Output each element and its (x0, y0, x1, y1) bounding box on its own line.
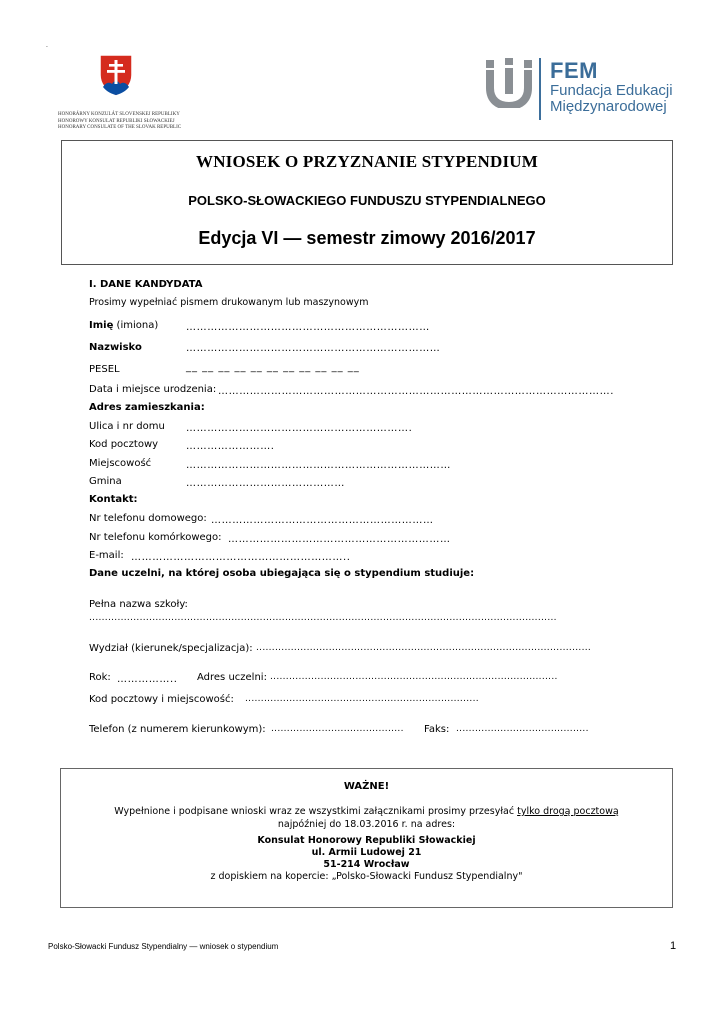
section-heading: I. DANE KANDYDATA (89, 279, 203, 290)
uni-postal-label: Kod pocztowy i miejscowość: (89, 694, 234, 705)
contact-heading: Kontakt: (89, 494, 138, 505)
imie-label (89, 320, 158, 331)
fem-title: FEM (550, 58, 598, 83)
street-label: Ulica i nr domu (89, 421, 165, 432)
city-label: Miejscowość (89, 458, 152, 469)
pesel-field[interactable]: __ __ __ __ __ __ __ __ __ __ __ (186, 362, 360, 373)
form-edition: Edycja VI — semestr zimowy 2016/2017 (198, 228, 536, 248)
consulate-caption (58, 112, 188, 132)
slovak-coat-of-arms-icon (98, 53, 134, 97)
fem-logo-icon (484, 56, 534, 108)
phone-field[interactable]: .......................................... (271, 724, 404, 734)
instruction-text: Prosimy wypełniać pismem drukowanym lub maszynowym (89, 297, 369, 308)
footer-text: Polsko-Słowacki Fundusz Stypendialny — wniosek o stypendium (48, 942, 279, 951)
fem-divider (539, 58, 541, 120)
school-heading: Dane uczelni, na której osoba ubiegająca się o stypendium studiuje: (89, 568, 475, 579)
postal-field[interactable]: ……………………. (186, 441, 275, 452)
consulate-line-sk: HONORÁRNY KONZULÁT SLOVENSKEJ REPUBLIKY (58, 112, 180, 117)
imie-field[interactable]: …………………………………………………………… (186, 322, 430, 333)
form-title: WNIOSEK O PRZYZNANIE STYPENDIUM (196, 152, 538, 171)
note-address-line1: Konsulat Honorowy Republiki Słowackiej (257, 835, 476, 846)
phone-mobile-label: Nr telefonu komórkowego: (89, 532, 222, 543)
fax-field[interactable]: .......................................... (456, 724, 589, 734)
consulate-line-pl: HONOROWY KONSULAT REPUBLIKI SŁOWACKIEJ (58, 118, 175, 124)
uni-postal-field[interactable]: .......................................................................... (245, 694, 479, 704)
nazwisko-field[interactable]: ……………………………………………………………… (186, 343, 441, 354)
uni-address-label: Adres uczelni: (197, 672, 267, 683)
fem-subtitle-line1: Fundacja Edukacji (550, 82, 673, 99)
imie-hint: (imiona) (116, 320, 159, 331)
note-address-line4: z dopiskiem na kopercie: „Polsko-Słowacki Fundusz Stypendialny" (210, 871, 523, 882)
faculty-field[interactable]: .......................................................................................................... (256, 643, 592, 653)
faculty-label: Wydział (kierunek/specjalizacja): (89, 643, 253, 654)
title-box (61, 140, 673, 265)
phone-label: Telefon (z numerem kierunkowym): (89, 724, 266, 735)
fem-subtitle-line2: Międzynarodowej (550, 98, 667, 115)
phone-mobile-field[interactable]: ……………………………………………………… (228, 534, 451, 545)
nazwisko-label: Nazwisko (89, 342, 142, 353)
form-subtitle: POLSKO-SŁOWACKIEGO FUNDUSZU STYPENDIALNEGO (188, 193, 546, 208)
year-label: Rok: (89, 672, 111, 683)
stray-mark: . (46, 42, 48, 49)
uni-address-field[interactable]: ........................................................................................... (270, 672, 558, 682)
birth-label: Data i miejsce urodzenia: (89, 384, 217, 395)
note-address-line3: 51-214 Wrocław (323, 859, 410, 870)
pesel-label: PESEL (89, 364, 120, 375)
school-name-label: Pełna nazwa szkoły: (89, 599, 188, 610)
page-number: 1 (670, 940, 677, 952)
phone-home-label: Nr telefonu domowego: (89, 513, 207, 524)
note-heading: WAŻNE! (343, 781, 390, 792)
consulate-line-en: HONORARY CONSULATE OF THE SLOVAK REPUBLIC (58, 125, 182, 130)
address-heading: Adres zamieszkania: (89, 402, 205, 413)
fem-subtitle (550, 83, 673, 115)
year-field[interactable]: …………….. (117, 674, 178, 685)
note-address-line2: ul. Armii Ludowej 21 (311, 847, 422, 858)
street-field[interactable]: ………………………………………………………. (186, 423, 413, 434)
gmina-field[interactable]: ……………………………………… (186, 478, 345, 489)
city-field[interactable]: ………………………………………………………………… (186, 460, 451, 471)
school-name-field[interactable]: .................................................................................................................................................... (89, 613, 557, 623)
email-label: E-mail: (89, 550, 124, 561)
email-field[interactable]: …………………………………………………….. (131, 552, 351, 563)
note-line2: najpóźniej do 18.03.2016 r. na adres: (277, 819, 456, 830)
note-line1 (61, 806, 672, 817)
note-line1-text: Wypełnione i podpisane wnioski wraz ze wszystkimi załącznikami prosimy przesyłać (114, 806, 515, 817)
postal-label: Kod pocztowy (89, 439, 159, 450)
imie-label-text: Imię (89, 320, 114, 331)
birth-field[interactable]: …………………………………………………………………………………………………. (218, 386, 614, 397)
gmina-label: Gmina (89, 476, 122, 487)
phone-home-field[interactable]: ……………………………………………………… (211, 515, 434, 526)
fax-label: Faks: (424, 724, 450, 735)
important-note-box (60, 768, 673, 908)
note-line1-emphasis: tylko drogą pocztową (517, 806, 619, 817)
